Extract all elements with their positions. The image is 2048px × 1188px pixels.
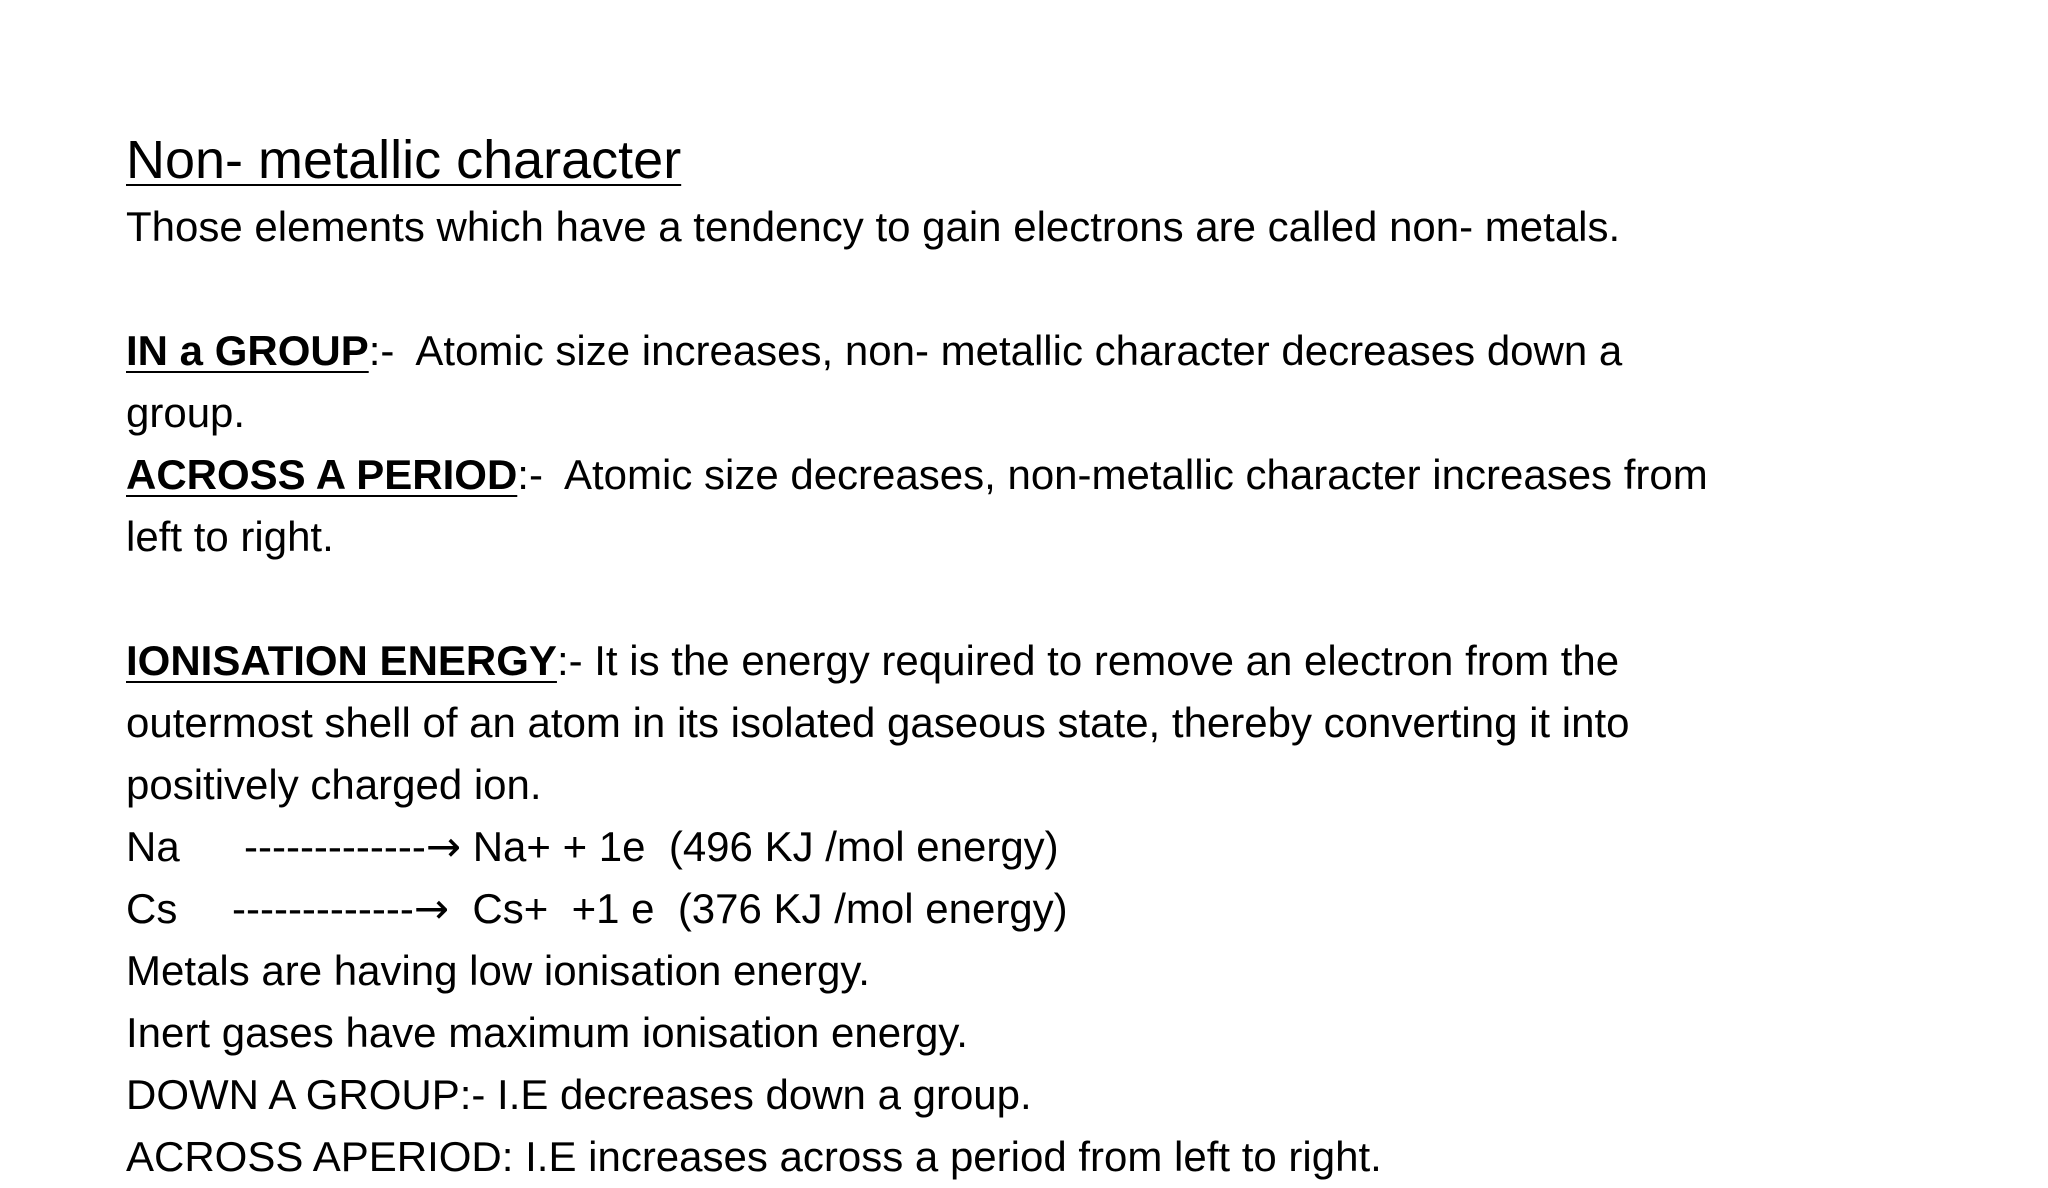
in-group-text-continued: group. <box>126 389 246 436</box>
equation-element: Cs <box>126 885 178 932</box>
across-period-text-continued: left to right. <box>126 513 334 560</box>
in-group-term: IN a GROUP <box>126 327 369 374</box>
across-period-text: Atomic size decreases, non-metallic character increases from <box>542 451 1708 498</box>
fact-metals: Metals are having low ionisation energy. <box>126 947 870 994</box>
fact-across-period: ACROSS APERIOD: I.E increases across a period from left to right. <box>126 1133 1382 1180</box>
arrow-right-icon: → <box>413 884 450 933</box>
across-period-term: ACROSS A PERIOD <box>126 451 518 498</box>
spacer <box>126 568 1926 630</box>
equation-dashes: ------------- <box>244 823 426 870</box>
equation-product: Cs+ +1 e (376 KJ /mol energy) <box>449 885 1068 932</box>
in-group-text: Atomic size increases, non- metallic character decreases down a <box>394 327 1623 374</box>
ionisation-text: It is the energy required to remove an electron from the <box>582 637 1620 684</box>
ionisation-line <box>126 630 1926 692</box>
definition-text: Those elements which have a tendency to gain electrons are called non- metals. <box>126 203 1621 250</box>
equation-cesium <box>126 878 1926 940</box>
in-group-line <box>126 320 1926 382</box>
equation-element: Na <box>126 823 180 870</box>
equation-sodium <box>126 816 1926 878</box>
fact-inert-gases: Inert gases have maximum ionisation energy. <box>126 1009 968 1056</box>
slide-content <box>126 124 1926 1188</box>
spacer <box>126 258 1926 320</box>
arrow-right-icon: → <box>425 822 462 871</box>
equation-dashes: ------------- <box>232 885 414 932</box>
equation-product: Na+ + 1e (496 KJ /mol energy) <box>461 823 1059 870</box>
in-group-separator: :- <box>368 327 395 374</box>
fact-down-group: DOWN A GROUP:- I.E decreases down a group. <box>126 1071 1032 1118</box>
ionisation-text-continued: outermost shell of an atom in its isolated gaseous state, thereby converting it into <box>126 699 1630 746</box>
across-period-line <box>126 444 1926 506</box>
page-title: Non- metallic character <box>126 130 682 190</box>
ionisation-text-end: positively charged ion. <box>126 761 542 808</box>
ionisation-term: IONISATION ENERGY <box>126 637 557 684</box>
ionisation-separator: :- <box>556 637 583 684</box>
across-period-separator: :- <box>517 451 543 498</box>
